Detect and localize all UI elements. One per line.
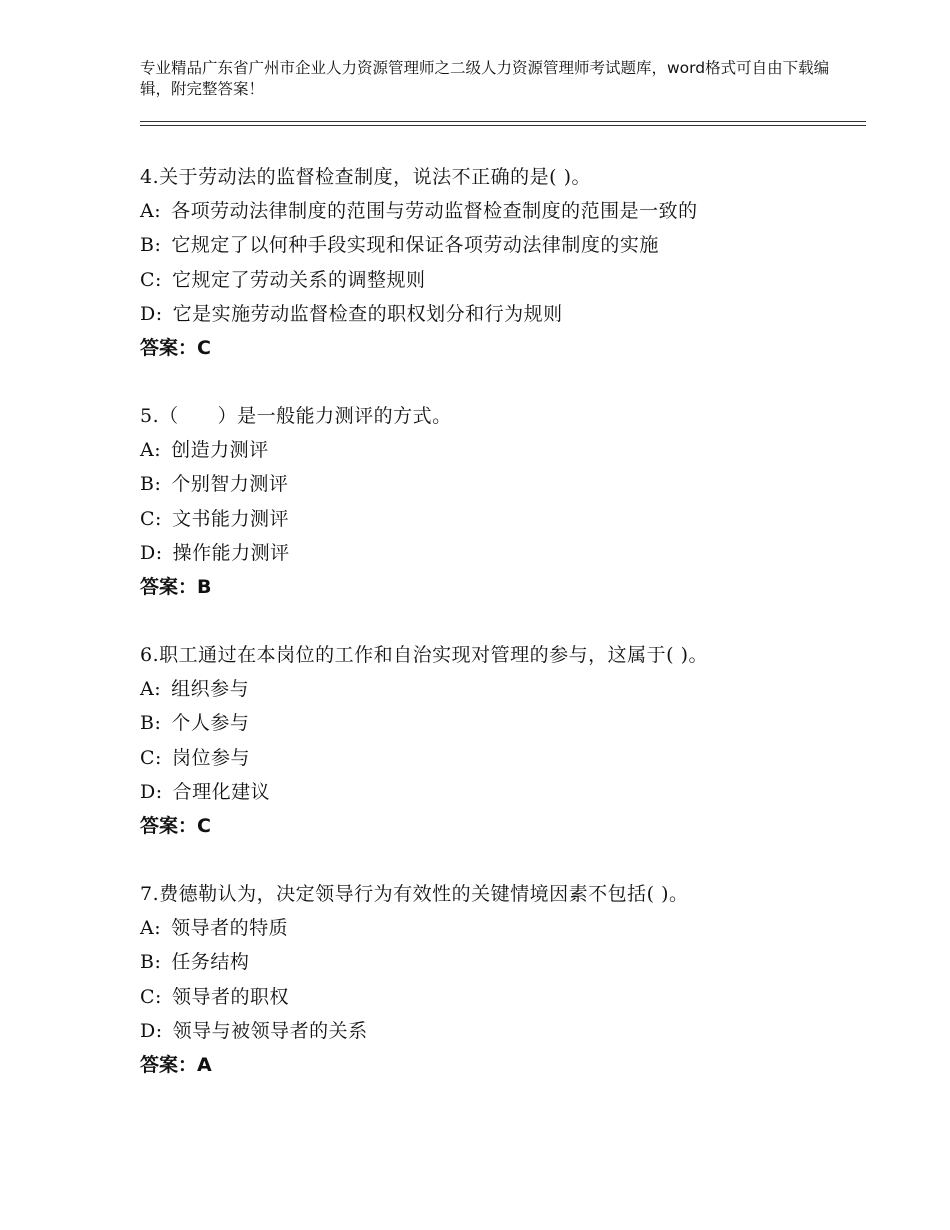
option-key: D:: [140, 302, 163, 325]
answer: 答案：C: [140, 814, 211, 837]
option-d: [140, 1014, 880, 1048]
option-key: A:: [140, 678, 162, 701]
option-key: D:: [140, 780, 163, 803]
option-key: B:: [140, 712, 162, 735]
question-6: [140, 638, 880, 843]
option-text: 它是实施劳动监督检查的职权划分和行为规则: [172, 302, 563, 325]
option-c: [140, 263, 880, 297]
question-stem: 5.（ ）是一般能力测评的方式。: [140, 405, 452, 427]
option-b: [140, 228, 880, 262]
option-text: 领导与被领导者的关系: [172, 1019, 368, 1042]
option-key: B:: [140, 473, 162, 496]
option-key: C:: [140, 507, 162, 530]
question-7: [140, 877, 880, 1082]
option-key: A:: [140, 917, 162, 940]
answer: 答案：B: [140, 575, 212, 598]
question-stem: 7.费德勒认为，决定领导行为有效性的关键情境因素不包括( )。: [140, 883, 689, 905]
question-stem: 4.关于劳动法的监督检查制度，说法不正确的是( )。: [140, 166, 591, 188]
option-text: 个别智力测评: [171, 473, 289, 496]
option-c: [140, 741, 880, 775]
question-5: [140, 399, 880, 604]
option-text: 创造力测评: [171, 439, 269, 462]
option-text: 领导者的特质: [171, 917, 289, 940]
header-divider-bottom: [140, 125, 866, 126]
option-key: B:: [140, 234, 162, 257]
header-divider-top: [140, 121, 866, 122]
document-header: 专业精品广东省广州市企业人力资源管理师之二级人力资源管理师考试题库，word格式可自由下载编辑，附完整答案！: [140, 59, 830, 98]
option-key: C:: [140, 268, 162, 291]
option-key: C:: [140, 985, 162, 1008]
option-c: [140, 980, 880, 1014]
option-d: [140, 297, 880, 331]
option-a: [140, 194, 880, 228]
option-text: 它规定了劳动关系的调整规则: [171, 268, 426, 291]
option-c: [140, 502, 880, 536]
option-a: [140, 911, 880, 945]
option-d: [140, 775, 880, 809]
option-key: A:: [140, 200, 162, 223]
option-text: 合理化建议: [172, 780, 271, 803]
option-text: 领导者的职权: [171, 985, 289, 1008]
option-text: 文书能力测评: [171, 507, 289, 530]
option-b: [140, 467, 880, 501]
option-text: 任务结构: [171, 951, 250, 974]
answer: 答案：A: [140, 1053, 212, 1076]
option-key: D:: [140, 1019, 163, 1042]
option-text: 各项劳动法律制度的范围与劳动监督检查制度的范围是一致的: [171, 200, 698, 223]
option-b: [140, 945, 880, 979]
option-text: 操作能力测评: [172, 541, 290, 564]
option-text: 它规定了以何种手段实现和保证各项劳动法律制度的实施: [171, 234, 659, 257]
option-key: A:: [140, 439, 162, 462]
question-stem: 6.职工通过在本岗位的工作和自治实现对管理的参与，这属于( )。: [140, 644, 708, 666]
option-d: [140, 536, 880, 570]
option-a: [140, 672, 880, 706]
option-key: D:: [140, 541, 163, 564]
question-4: [140, 160, 880, 365]
option-key: B:: [140, 951, 162, 974]
option-text: 组织参与: [171, 678, 250, 701]
option-b: [140, 706, 880, 740]
option-a: [140, 433, 880, 467]
option-text: 岗位参与: [171, 746, 250, 769]
option-text: 个人参与: [171, 712, 250, 735]
answer: 答案：C: [140, 336, 211, 359]
option-key: C:: [140, 746, 162, 769]
